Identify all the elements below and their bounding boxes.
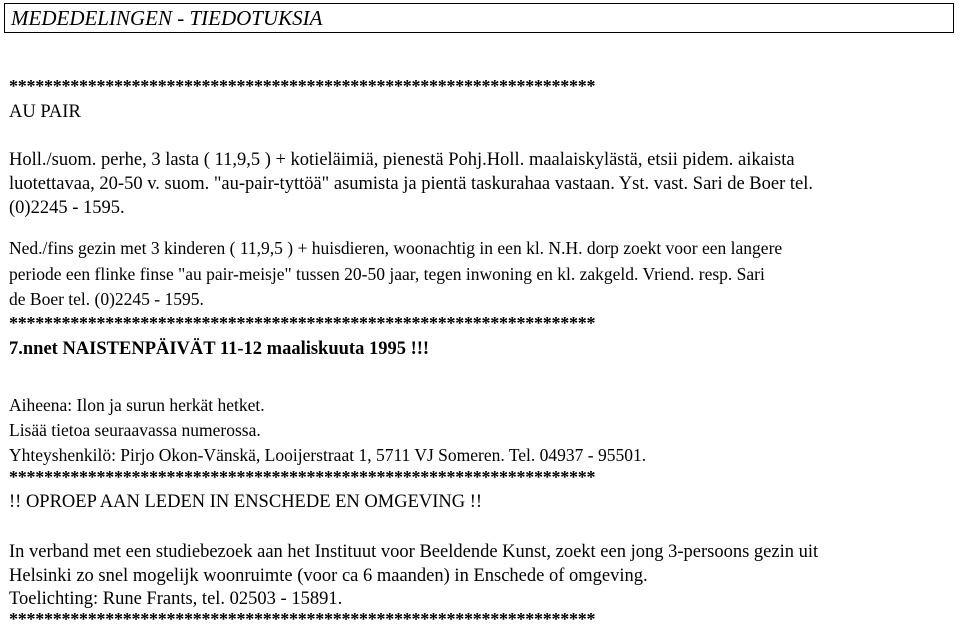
aupair-fi-line-3: (0)2245 - 1595.	[9, 198, 125, 218]
aupair-heading: AU PAIR	[9, 102, 81, 122]
oproep-line-3: Toelichting: Rune Frants, tel. 02503 - 15891.	[9, 589, 343, 609]
oproep-heading: !! OPROEP AAN LEDEN IN ENSCHEDE EN OMGEVING !!	[9, 492, 483, 512]
naistenpaiva-line-1: Aiheena: Ilon ja surun herkät hetket.	[9, 395, 265, 415]
oproep-line-1: In verband met een studiebezoek aan het Instituut voor Beeldende Kunst, zoekt een jong 3-persoons gezin uit	[9, 542, 819, 562]
aupair-fi-line-2: luotettavaa, 20-50 v. suom. "au-pair-tyttöä" asumista ja pientä taskurahaa vastaan. Yst. vast. Sari de Boer tel.	[9, 174, 814, 194]
naistenpaiva-heading: 7.nnet NAISTENPÄIVÄT 11-12 maaliskuuta 1995 !!!	[9, 339, 430, 359]
separator-4: *******************************************************************	[9, 609, 596, 629]
naistenpaiva-line-3: Yhteyshenkilö: Pirjo Okon-Vänskä, Looijerstraat 1, 5711 VJ Someren. Tel. 04937 - 95501.	[9, 445, 647, 465]
separator-2: *******************************************************************	[9, 313, 596, 333]
separator-1: *******************************************************************	[9, 76, 596, 96]
aupair-nl-line-3: de Boer tel. (0)2245 - 1595.	[9, 289, 204, 309]
separator-3: *******************************************************************	[9, 467, 596, 487]
header-box	[4, 3, 954, 33]
page-title: MEDEDELINGEN - TIEDOTUKSIA	[11, 6, 323, 30]
naistenpaiva-line-2: Lisää tietoa seuraavassa numerossa.	[9, 420, 261, 440]
aupair-fi-line-1: Holl./suom. perhe, 3 lasta ( 11,9,5 ) + kotieläimiä, pienestä Pohj.Holl. maalaiskylästä, etsii pidem. aikaista	[9, 150, 795, 170]
aupair-nl-line-1: Ned./fins gezin met 3 kinderen ( 11,9,5 ) + huisdieren, woonachtig in een kl. N.H. dorp zoekt voor een langere	[9, 238, 783, 258]
aupair-nl-line-2: periode een flinke finse "au pair-meisje" tussen 20-50 jaar, tegen inwoning en kl. zakgeld. Vriend. resp. Sari	[9, 264, 765, 284]
oproep-line-2: Helsinki zo snel mogelijk woonruimte (voor ca 6 maanden) in Enschede of omgeving.	[9, 566, 648, 586]
